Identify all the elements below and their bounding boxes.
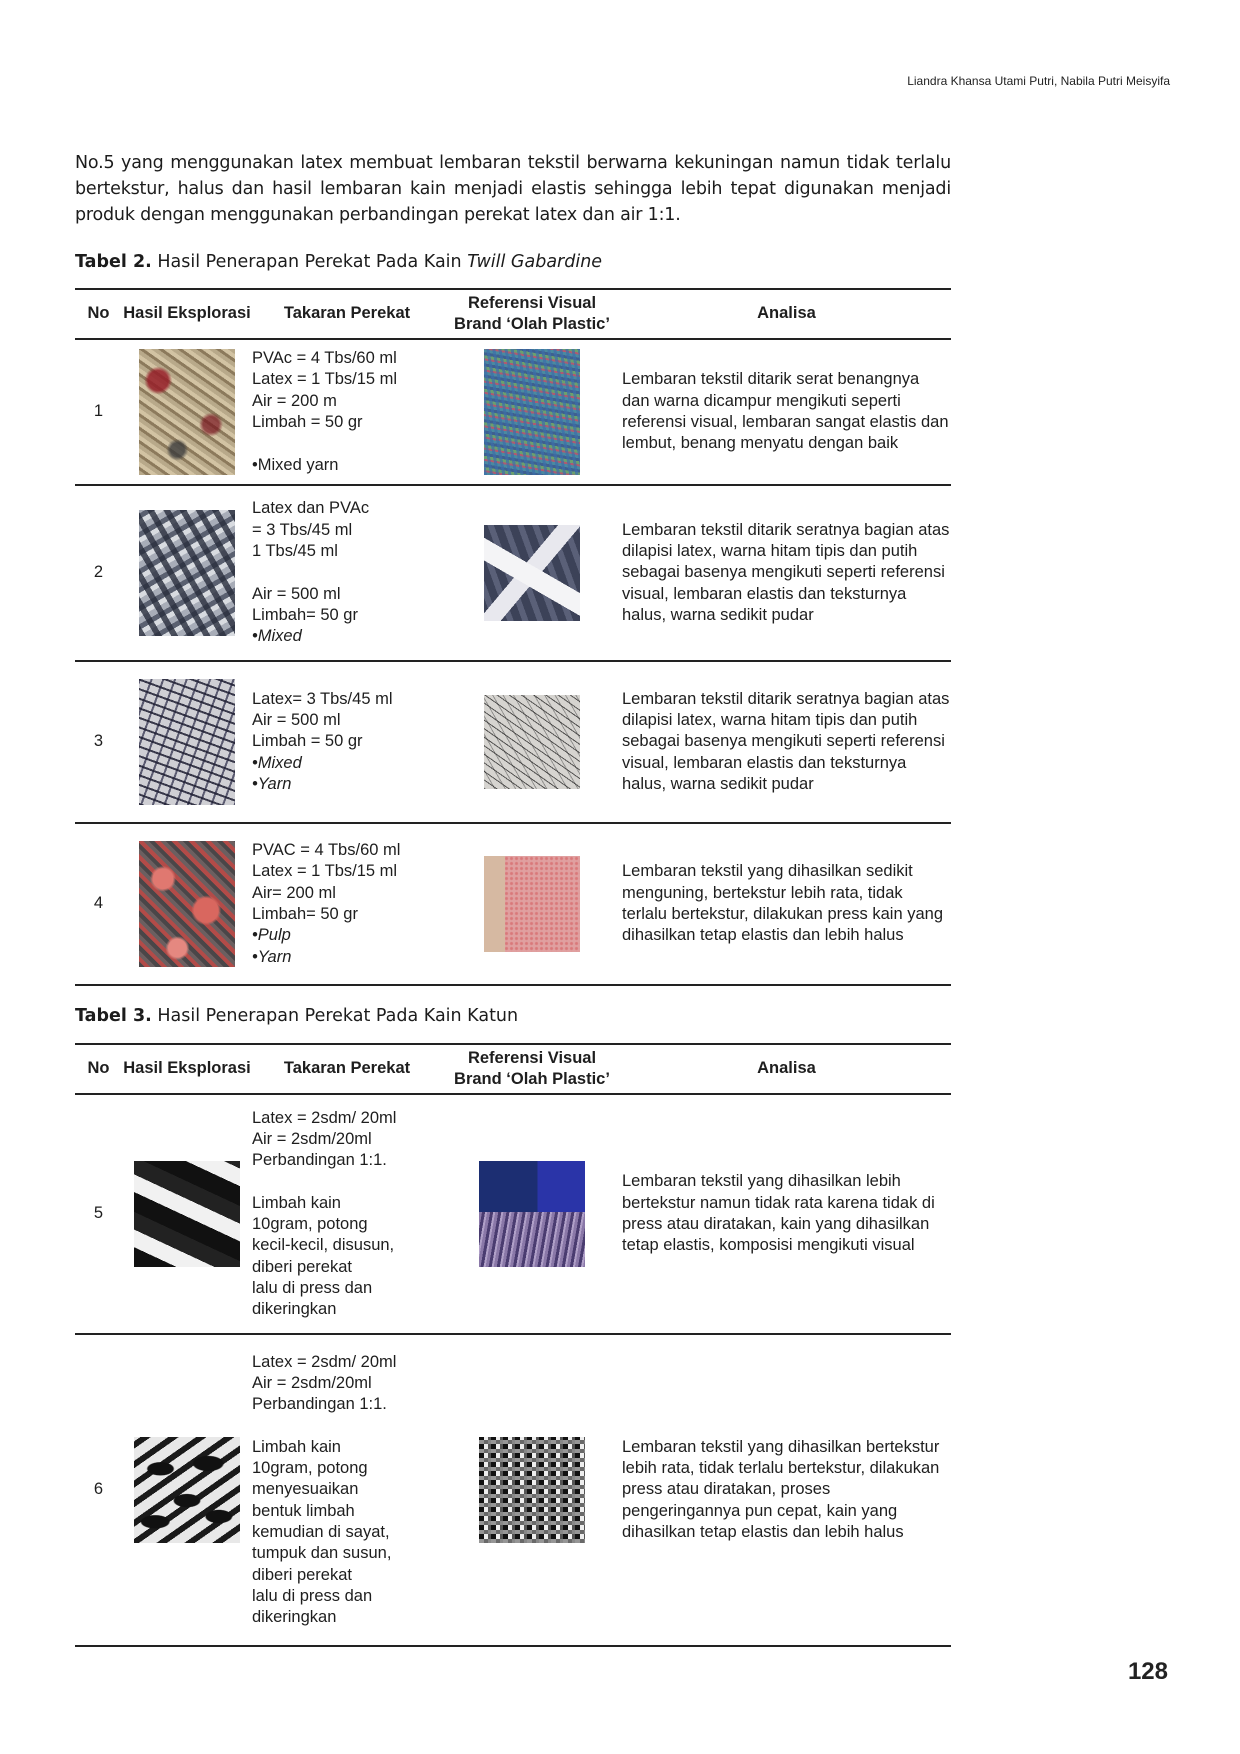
dose-cell: [252, 823, 442, 985]
reference-image: [484, 525, 580, 621]
analysis-cell: Lembaran tekstil yang dihasilkan bertekstur lebih rata, tidak terlalu bertekstur, dilakukan press atau diratakan, proses pengeringannya pun cepat, kain yang dihasilkan tetap elastis dan lebih halus: [622, 1334, 951, 1646]
dose-cell: PVAc = 4 Tbs/60 ml Latex = 1 Tbs/15 ml Air = 200 m Limbah = 50 gr •Mixed yarn: [252, 339, 442, 485]
table-row: [75, 661, 951, 823]
col-header-analysis: Analisa: [622, 289, 951, 339]
analysis-cell: Lembaran tekstil ditarik seratnya bagian atas dilapisi latex, warna hitam tipis dan putih sebagai basenya mengikuti seperti referensi visual, lembaran elastis dan teksturnya halus, warna sedikit pudar: [622, 485, 951, 661]
row-number: 1: [75, 339, 122, 485]
col-header-no: No: [75, 289, 122, 339]
exploration-image: [139, 679, 235, 805]
table2-caption-label: Tabel 2.: [75, 252, 152, 272]
reference-image: [479, 1437, 585, 1543]
table3: [75, 1043, 951, 1647]
exploration-image: [139, 510, 235, 636]
intro-paragraph: No.5 yang menggunakan latex membuat lembaran tekstil berwarna kekuningan namun tidak terlalu bertekstur, halus dan hasil lembaran kain menjadi elastis sehingga lebih tepat digunakan menjadi produk dengan menggunakan perbandingan perekat latex dan air 1:1.: [75, 153, 951, 225]
dose-material-italic: •Mixed: [252, 627, 302, 646]
analysis-cell: Lembaran tekstil yang dihasilkan sedikit menguning, bertekstur lebih rata, tidak terlalu bertekstur, dilakukan press kain yang dihasilkan tetap elastis dan lebih halus: [622, 823, 951, 985]
col-header-reference: Referensi Visual Brand ‘Olah Plastic’: [442, 289, 622, 339]
dose-text: Latex dan PVAc = 3 Tbs/45 ml 1 Tbs/45 ml Air = 500 ml Limbah= 50 gr: [252, 499, 370, 624]
table-row: [75, 1334, 951, 1646]
reference-image: [484, 695, 580, 789]
exploration-image: [139, 349, 235, 475]
col-header-exploration: Hasil Eksplorasi: [122, 1044, 252, 1094]
table2-header-row: [75, 289, 951, 339]
exploration-image: [139, 841, 235, 967]
dose-cell: [252, 485, 442, 661]
row-number: 6: [75, 1334, 122, 1646]
table3-caption-text: Hasil Penerapan Perekat Pada Kain Katun: [157, 1006, 519, 1026]
row-number: 3: [75, 661, 122, 823]
col-header-no: No: [75, 1044, 122, 1094]
exploration-image: [134, 1161, 240, 1267]
running-header-authors: Liandra Khansa Utami Putri, Nabila Putri Meisyifa: [907, 74, 1170, 88]
col-header-dose: Takaran Perekat: [252, 289, 442, 339]
dose-text: Latex= 3 Tbs/45 ml Air = 500 ml Limbah = 50 gr: [252, 689, 393, 751]
analysis-cell: Lembaran tekstil ditarik serat benangnya dan warna dicampur mengikuti seperti referensi visual, lembaran sangat elastis dan lembut, benang menyatu dengan baik: [622, 339, 951, 485]
table-row: [75, 823, 951, 985]
page-number: 128: [1127, 1658, 1168, 1685]
row-number: 4: [75, 823, 122, 985]
dose-cell: Latex = 2sdm/ 20ml Air = 2sdm/20ml Perbandingan 1:1. Limbah kain 10gram, potong menyesuaikan bentuk limbah kemudian di sayat, tumpuk dan susun, diberi perekat lalu di press dan dikeringkan: [252, 1334, 442, 1646]
table3-header-row: [75, 1044, 951, 1094]
reference-image: [484, 349, 580, 475]
col-header-analysis: Analisa: [622, 1044, 951, 1094]
col-header-exploration: Hasil Eksplorasi: [122, 289, 252, 339]
reference-image: [484, 856, 580, 952]
dose-material-italic: •Mixed •Yarn: [252, 753, 302, 793]
table3-caption-label: Tabel 3.: [75, 1006, 152, 1026]
analysis-cell: Lembaran tekstil yang dihasilkan lebih bertekstur namun tidak rata karena tidak di press atau diratakan, kain yang dihasilkan tetap elastis, komposisi mengikuti visual: [622, 1094, 951, 1334]
dose-material-italic: •Pulp •Yarn: [252, 926, 292, 966]
table-row: [75, 485, 951, 661]
table2-caption-italic: Twill Gabardine: [467, 252, 603, 272]
table2-caption: [75, 252, 602, 272]
row-number: 5: [75, 1094, 122, 1334]
dose-text: PVAC = 4 Tbs/60 ml Latex = 1 Tbs/15 ml Air= 200 ml Limbah= 50 gr: [252, 841, 401, 923]
row-number: 2: [75, 485, 122, 661]
reference-image: [479, 1161, 585, 1267]
table3-caption: [75, 1006, 518, 1026]
table2-caption-text: Hasil Penerapan Perekat Pada Kain: [157, 252, 462, 272]
dose-cell: [252, 661, 442, 823]
table-row: [75, 1094, 951, 1334]
col-header-dose: Takaran Perekat: [252, 1044, 442, 1094]
exploration-image: [134, 1437, 240, 1543]
col-header-reference: Referensi Visual Brand ‘Olah Plastic’: [442, 1044, 622, 1094]
analysis-cell: Lembaran tekstil ditarik seratnya bagian atas dilapisi latex, warna hitam tipis dan putih sebagai basenya mengikuti seperti referensi visual, lembaran elastis dan teksturnya halus, warna sedikit pudar: [622, 661, 951, 823]
table-row: [75, 339, 951, 485]
table2: [75, 288, 951, 986]
dose-cell: Latex = 2sdm/ 20ml Air = 2sdm/20ml Perbandingan 1:1. Limbah kain 10gram, potong kecil-kecil, disusun, diberi perekat lalu di press dan dikeringkan: [252, 1094, 442, 1334]
